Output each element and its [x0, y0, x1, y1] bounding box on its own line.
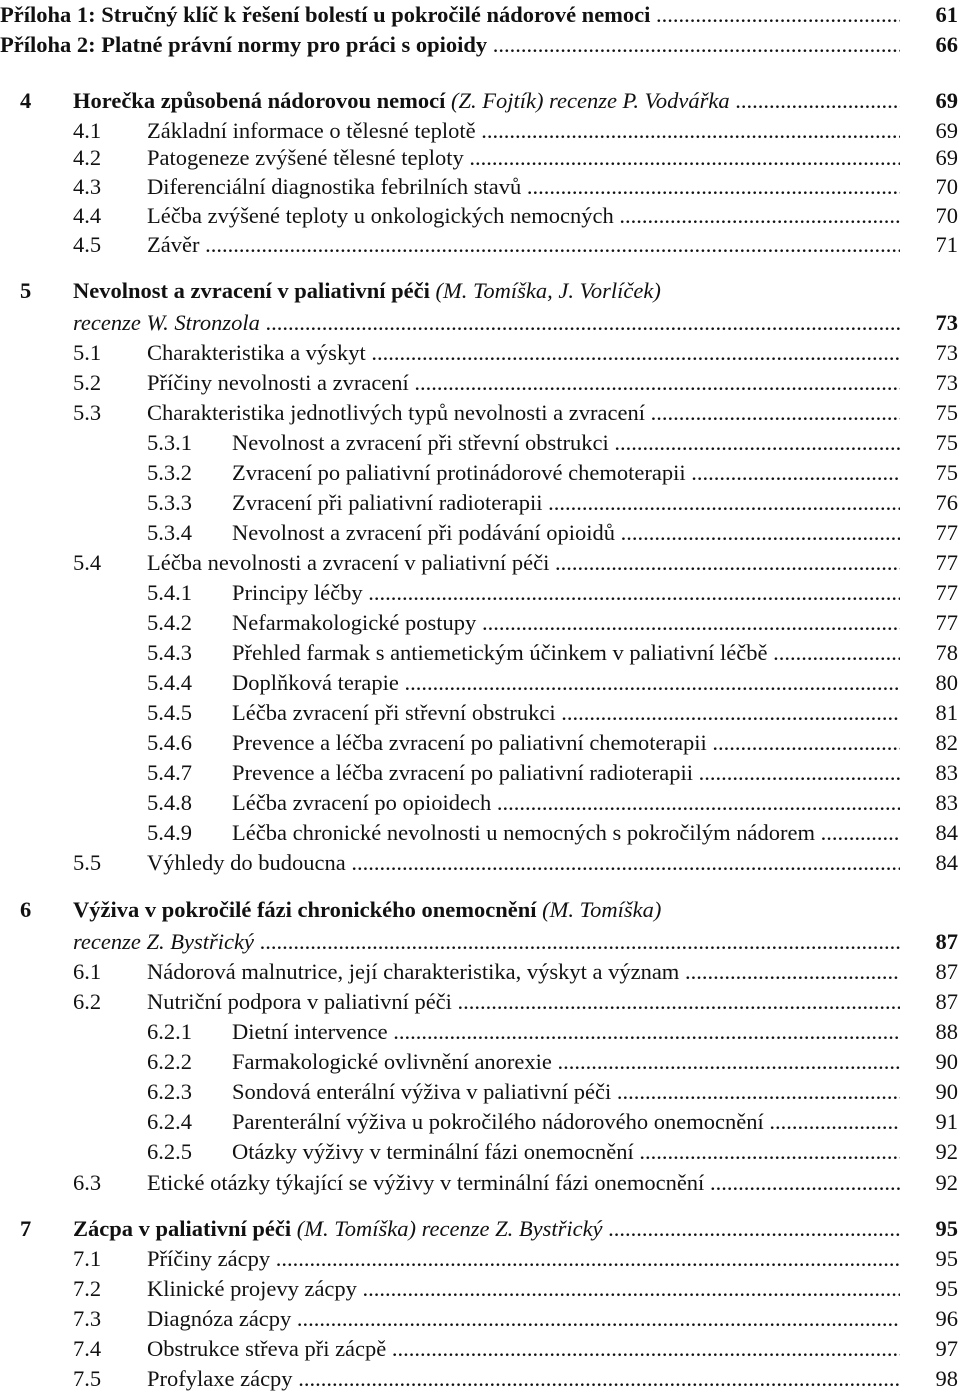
toc-entry — [0, 987, 960, 1017]
entry-number: 5.2 — [73, 370, 102, 395]
entry-page-number: 91 — [935, 1109, 958, 1134]
entry-title — [73, 1214, 900, 1244]
entry-title — [232, 788, 900, 818]
entry-number: 5.4.3 — [147, 640, 192, 665]
entry-page-number: 69 — [935, 118, 958, 143]
entry-title-authors: (M. Tomíška, J. Vorlíček) — [435, 278, 661, 303]
entry-page-number: 66 — [935, 32, 958, 57]
entry-title-bold: Horečka způsobená nádorovou nemocí — [73, 88, 446, 113]
entry-page-number: 80 — [935, 670, 958, 695]
entry-page-number: 92 — [935, 1139, 958, 1164]
entry-number: 4.2 — [73, 145, 102, 170]
toc-entry — [0, 578, 960, 608]
toc-entry — [0, 548, 960, 578]
toc-entry — [0, 172, 960, 202]
entry-page-number: 88 — [935, 1019, 958, 1044]
entry-title-text: Doplňková terapie — [232, 670, 399, 695]
entry-page-number: 77 — [935, 580, 958, 605]
entry-page-number: 77 — [935, 610, 958, 635]
entry-title-text: Etické otázky týkající se výživy v terminální fázi onemocnění — [147, 1170, 705, 1195]
entry-page-number: 84 — [935, 820, 958, 845]
entry-number: 6.3 — [73, 1170, 102, 1195]
entry-number: 4 — [20, 88, 32, 113]
entry-title-text: Klinické projevy zácpy — [147, 1276, 357, 1301]
entry-number: 5.3.3 — [147, 490, 192, 515]
entry-title-text: Prevence a léčba zvracení po paliativní radioterapii — [232, 760, 694, 785]
toc-entry — [0, 518, 960, 548]
toc-entry — [0, 927, 960, 957]
entry-title-bold: Výživa v pokročilé fázi chronického onemocnění — [73, 897, 537, 922]
entry-page-number: 90 — [935, 1079, 958, 1104]
entry-number: 4.3 — [73, 174, 102, 199]
entry-number: 5.4.1 — [147, 580, 192, 605]
entry-title — [147, 338, 900, 368]
toc-entry — [0, 1137, 960, 1167]
toc-entry — [0, 818, 960, 848]
entry-title — [147, 143, 900, 173]
toc-entry — [0, 86, 960, 116]
entry-title-text: Léčba chronické nevolnosti u nemocných s pokročilým nádorem — [232, 820, 815, 845]
entry-number: 5.3 — [73, 400, 102, 425]
entry-number: 5.4.6 — [147, 730, 192, 755]
entry-page-number: 95 — [935, 1276, 958, 1301]
entry-title — [147, 987, 900, 1017]
toc-entry — [0, 1214, 960, 1244]
entry-title-text: Charakteristika a výskyt — [147, 340, 366, 365]
entry-page-number: 70 — [935, 203, 958, 228]
entry-title-text: Profylaxe zácpy — [147, 1366, 293, 1391]
toc-entry — [0, 1077, 960, 1107]
entry-title — [232, 488, 900, 518]
entry-title-text: Léčba nevolnosti a zvracení v paliativní péči — [147, 550, 550, 575]
toc-entry — [0, 895, 960, 925]
toc-entry — [0, 668, 960, 698]
entry-number: 7.4 — [73, 1336, 102, 1361]
toc-entry — [0, 1334, 960, 1364]
entry-title-text: Obstrukce střeva při zácpě — [147, 1336, 387, 1361]
entry-page-number: 70 — [935, 174, 958, 199]
entry-page-number: 84 — [935, 850, 958, 875]
entry-title — [232, 428, 900, 458]
entry-title-text: Diagnóza zácpy — [147, 1306, 292, 1331]
entry-number: 5.4.9 — [147, 820, 192, 845]
toc-entry — [0, 1168, 960, 1198]
entry-page-number: 73 — [935, 340, 958, 365]
entry-title-text: Nevolnost a zvracení při podávání opioidů — [232, 520, 616, 545]
entry-title-text: Přehled farmak s antiemetickým účinkem v paliativní léčbě — [232, 640, 768, 665]
entry-title-text: Výhledy do budoucna — [147, 850, 346, 875]
entry-page-number: 75 — [935, 430, 958, 455]
toc-entry — [0, 230, 960, 260]
entry-title — [147, 1334, 900, 1364]
entry-title — [0, 0, 900, 30]
entry-page-number: 73 — [935, 310, 958, 335]
entry-page-number: 96 — [935, 1306, 958, 1331]
entry-title-authors: recenze W. Stronzola — [73, 310, 260, 335]
toc-entry — [0, 368, 960, 398]
entry-number: 5.4.2 — [147, 610, 192, 635]
entry-title-text: Zvracení při paliativní radioterapii — [232, 490, 543, 515]
entry-title — [147, 116, 900, 146]
entry-number: 6 — [20, 897, 32, 922]
entry-page-number: 61 — [935, 2, 958, 27]
toc-entry — [0, 428, 960, 458]
entry-number: 7 — [20, 1216, 32, 1241]
entry-page-number: 69 — [935, 145, 958, 170]
entry-page-number: 87 — [935, 989, 958, 1014]
entry-title — [232, 1137, 900, 1167]
entry-title — [147, 398, 900, 428]
entry-title-bold: Příloha 1: Stručný klíč k řešení bolestí u pokročilé nádorové nemoci — [0, 2, 651, 27]
toc-entry — [0, 308, 960, 338]
entry-title — [73, 308, 900, 338]
toc-entry — [0, 276, 960, 306]
entry-title — [147, 368, 900, 398]
toc-entry — [0, 143, 960, 173]
entry-number: 5.4.5 — [147, 700, 192, 725]
entry-page-number: 95 — [935, 1216, 958, 1241]
entry-page-number: 97 — [935, 1336, 958, 1361]
entry-title-text: Základní informace o tělesné teplotě — [147, 118, 476, 143]
entry-page-number: 71 — [935, 232, 958, 257]
entry-number: 5.4.7 — [147, 760, 192, 785]
entry-page-number: 77 — [935, 550, 958, 575]
toc-entry — [0, 758, 960, 788]
entry-title — [232, 698, 900, 728]
entry-number: 6.2.3 — [147, 1079, 192, 1104]
entry-title-authors: (M. Tomíška) — [542, 897, 662, 922]
entry-title-text: Sondová enterální výživa v paliativní péči — [232, 1079, 612, 1104]
entry-title — [232, 638, 900, 668]
entry-page-number: 76 — [935, 490, 958, 515]
entry-page-number: 75 — [935, 460, 958, 485]
toc-entry — [0, 1274, 960, 1304]
entry-number: 7.3 — [73, 1306, 102, 1331]
entry-number: 5.1 — [73, 340, 102, 365]
entry-title — [147, 1304, 900, 1334]
entry-title-text: Diferenciální diagnostika febrilních stavů — [147, 174, 522, 199]
entry-title-text: Nevolnost a zvracení při střevní obstrukci — [232, 430, 609, 455]
entry-title — [232, 1077, 900, 1107]
entry-page-number: 87 — [935, 959, 958, 984]
entry-title-text: Nádorová malnutrice, její charakteristika, výskyt a význam — [147, 959, 680, 984]
toc-entry — [0, 698, 960, 728]
entry-page-number: 81 — [935, 700, 958, 725]
entry-title-text: Příčiny zácpy — [147, 1246, 271, 1271]
entry-title-bold: Zácpa v paliativní péči — [73, 1216, 292, 1241]
entry-number: 5.5 — [73, 850, 102, 875]
entry-title — [147, 1364, 900, 1394]
entry-title — [147, 1244, 900, 1274]
entry-title — [0, 30, 900, 60]
toc-entry — [0, 338, 960, 368]
entry-number: 6.2.5 — [147, 1139, 192, 1164]
entry-title — [232, 1107, 900, 1137]
entry-title — [147, 848, 900, 878]
toc-entry — [0, 957, 960, 987]
entry-number: 6.2.4 — [147, 1109, 192, 1134]
entry-number: 5.4.4 — [147, 670, 192, 695]
entry-number: 4.4 — [73, 203, 102, 228]
entry-number: 5.4 — [73, 550, 102, 575]
entry-page-number: 78 — [935, 640, 958, 665]
entry-page-number: 87 — [935, 929, 958, 954]
entry-page-number: 90 — [935, 1049, 958, 1074]
entry-number: 4.1 — [73, 118, 102, 143]
toc-entry — [0, 638, 960, 668]
entry-title-text: Nutriční podpora v paliativní péči — [147, 989, 452, 1014]
entry-number: 6.2.2 — [147, 1049, 192, 1074]
entry-title-authors: (M. Tomíška) recenze Z. Bystřický — [296, 1216, 603, 1241]
toc-entry — [0, 1244, 960, 1274]
entry-page-number: 82 — [935, 730, 958, 755]
toc-entry — [0, 30, 960, 60]
entry-title — [147, 957, 900, 987]
entry-title — [232, 1047, 900, 1077]
entry-title-authors: recenze Z. Bystřický — [73, 929, 254, 954]
entry-title-text: Léčba zvracení po opioidech — [232, 790, 492, 815]
toc-entry — [0, 488, 960, 518]
entry-title-text: Prevence a léčba zvracení po paliativní chemoterapii — [232, 730, 707, 755]
entry-page-number: 95 — [935, 1246, 958, 1271]
entry-title-authors: (Z. Fojtík) recenze P. Vodvářka — [450, 88, 730, 113]
entry-page-number: 75 — [935, 400, 958, 425]
entry-title — [73, 86, 900, 116]
entry-number: 7.5 — [73, 1366, 102, 1391]
entry-title-text: Principy léčby — [232, 580, 363, 605]
toc-entry — [0, 848, 960, 878]
entry-title — [232, 758, 900, 788]
entry-title — [73, 927, 900, 957]
entry-number: 7.1 — [73, 1246, 102, 1271]
toc-entry — [0, 1107, 960, 1137]
entry-title-text: Otázky výživy v terminální fázi onemocnění — [232, 1139, 634, 1164]
toc-entry — [0, 1017, 960, 1047]
entry-title — [232, 668, 900, 698]
entry-title-text: Nefarmakologické postupy — [232, 610, 477, 635]
toc-entry — [0, 458, 960, 488]
entry-number: 6.2.1 — [147, 1019, 192, 1044]
entry-title — [73, 276, 900, 306]
toc-entry — [0, 728, 960, 758]
entry-page-number: 83 — [935, 790, 958, 815]
toc-entry — [0, 1304, 960, 1334]
entry-title-text: Příčiny nevolnosti a zvracení — [147, 370, 409, 395]
toc-entry — [0, 116, 960, 146]
entry-title — [232, 818, 900, 848]
entry-number: 5.3.2 — [147, 460, 192, 485]
entry-number: 5.4.8 — [147, 790, 192, 815]
entry-title-text: Zvracení po paliativní protinádorové chemoterapii — [232, 460, 686, 485]
toc-entry — [0, 398, 960, 428]
entry-title — [147, 1274, 900, 1304]
entry-title-text: Léčba zvýšené teploty u onkologických nemocných — [147, 203, 614, 228]
entry-title-text: Závěr — [147, 232, 200, 257]
entry-number: 5 — [20, 278, 32, 303]
toc-entry — [0, 1364, 960, 1394]
entry-page-number: 83 — [935, 760, 958, 785]
entry-title — [232, 1017, 900, 1047]
entry-number: 5.3.4 — [147, 520, 192, 545]
entry-title — [232, 608, 900, 638]
entry-page-number: 98 — [935, 1366, 958, 1391]
entry-title-bold: Nevolnost a zvracení v paliativní péči — [73, 278, 430, 303]
entry-title-text: Farmakologické ovlivnění anorexie — [232, 1049, 552, 1074]
entry-title — [147, 1168, 900, 1198]
entry-title-text: Parenterální výživa u pokročilého nádorového onemocnění — [232, 1109, 764, 1134]
entry-page-number: 73 — [935, 370, 958, 395]
entry-title — [232, 578, 900, 608]
entry-title — [147, 548, 900, 578]
entry-number: 4.5 — [73, 232, 102, 257]
entry-title — [73, 895, 900, 925]
toc-entry — [0, 1047, 960, 1077]
entry-title-text: Dietní intervence — [232, 1019, 388, 1044]
entry-page-number: 92 — [935, 1170, 958, 1195]
entry-page-number: 69 — [935, 88, 958, 113]
entry-title — [232, 728, 900, 758]
entry-number: 5.3.1 — [147, 430, 192, 455]
entry-page-number: 77 — [935, 520, 958, 545]
entry-number: 7.2 — [73, 1276, 102, 1301]
toc-entry — [0, 788, 960, 818]
entry-number: 6.1 — [73, 959, 102, 984]
entry-title-text: Léčba zvracení při střevní obstrukci — [232, 700, 556, 725]
entry-title — [232, 518, 900, 548]
entry-title-bold: Příloha 2: Platné právní normy pro práci s opioidy — [0, 32, 488, 57]
entry-title-text: Patogeneze zvýšené tělesné teploty — [147, 145, 464, 170]
toc-entry — [0, 201, 960, 231]
entry-title — [147, 201, 900, 231]
entry-title — [147, 230, 900, 260]
toc-entry — [0, 608, 960, 638]
entry-number: 6.2 — [73, 989, 102, 1014]
toc-entry — [0, 0, 960, 30]
entry-title-text: Charakteristika jednotlivých typů nevolnosti a zvracení — [147, 400, 645, 425]
entry-title — [232, 458, 900, 488]
entry-title — [147, 172, 900, 202]
